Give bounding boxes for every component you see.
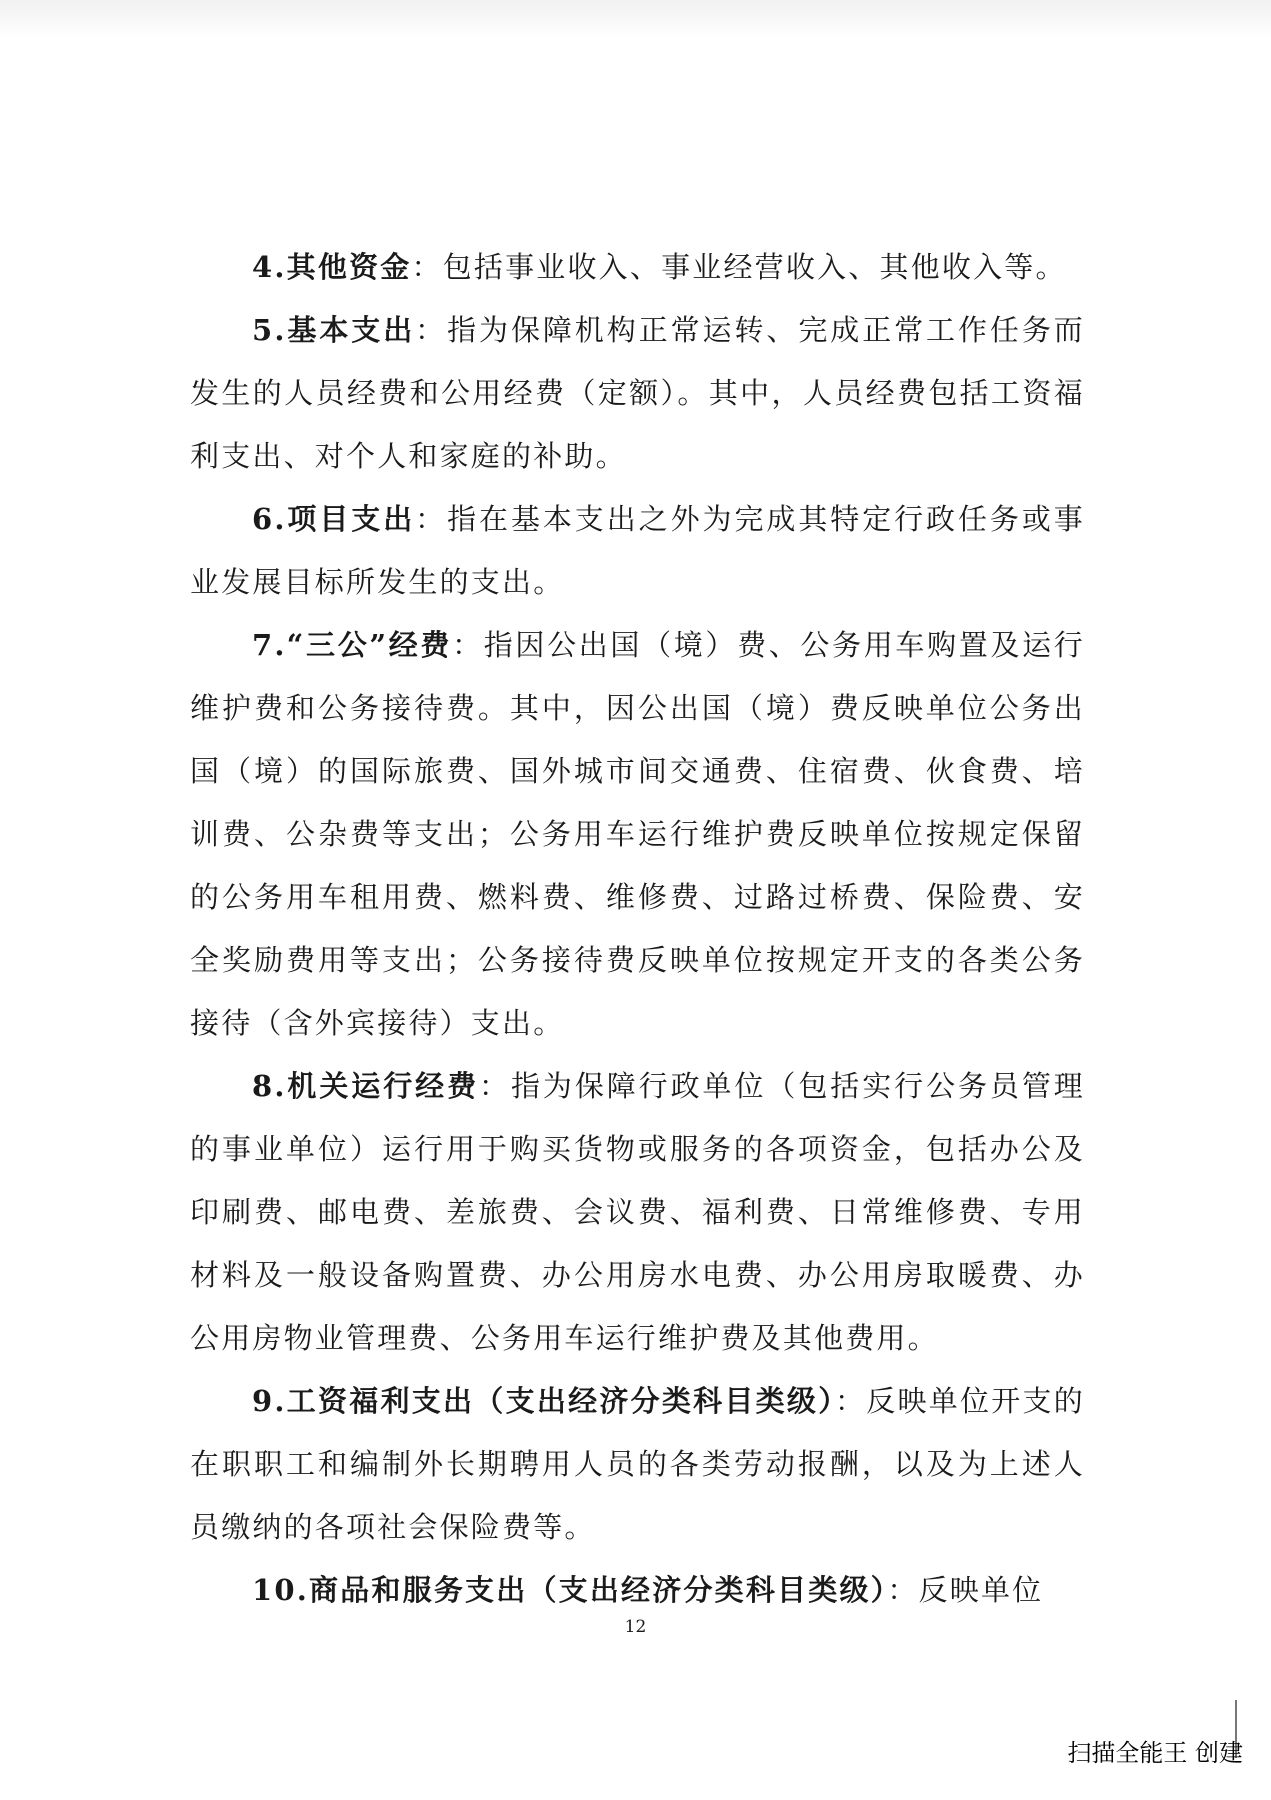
term-definition: ：反映单位开支的在职职工和编制外长期聘用人员的各类劳动报酬，以及为上述人员缴纳的各项社会保险费等。 [190,1384,1085,1544]
body-text [190,236,1085,1622]
term-definition: ：指为保障行政单位（包括实行公务员管理的事业单位）运行用于购买货物或服务的各项资金，包括办公及印刷费、邮电费、差旅费、会议费、福利费、日常维修费、专用材料及一般设备购置费、办公用房水电费、办公用房取暖费、办公用房物业管理费、公务用车运行维护费及其他费用。 [190,1069,1086,1355]
term-label: 6.项目支出 [252,502,416,536]
scanner-watermark: 扫描全能王 创建 [1067,1739,1243,1767]
paragraph-salary-welfare [190,1370,1085,1559]
paragraph-goods-services [190,1559,1085,1622]
term-label: 8.机关运行经费 [252,1069,480,1103]
paragraph-other-funds [190,236,1085,299]
paragraph-three-public-funds [190,614,1085,1055]
term-label: 10.商品和服务支出（支出经济分类科目类级） [252,1573,888,1607]
term-label: 5.基本支出 [252,313,416,347]
paragraph-operating-funds [190,1055,1085,1370]
term-label: 7.“三公”经费 [252,628,453,662]
paragraph-basic-expenditure [190,299,1085,488]
paragraph-project-expenditure [190,488,1085,614]
term-label: 9.工资福利支出（支出经济分类科目类级） [252,1384,835,1418]
term-label: 4.其他资金 [252,250,412,284]
term-definition: ：包括事业收入、事业经营收入、其他收入等。 [411,250,1067,284]
scan-shade [0,0,1271,40]
term-definition: ：指为保障机构正常运转、完成正常工作任务而发生的人员经费和公用经费（定额）。其中，人员经费包括工资福利支出、对个人和家庭的补助。 [190,313,1085,473]
term-definition: ：反映单位 [887,1573,1044,1607]
term-definition: ：指因公出国（境）费、公务用车购置及运行维护费和公务接待费。其中，因公出国（境）费反映单位公务出国（境）的国际旅费、国外城市间交通费、住宿费、伙食费、培训费、公杂费等支出；公务用车运行维护费反映单位按规定保留的公务用车租用费、燃料费、维修费、过路过桥费、保险费、安全奖励费用等支出；公务接待费反映单位按规定开支的各类公务接待（含外宾接待）支出。 [190,628,1085,1040]
page-number: 12 [624,1617,647,1637]
term-definition: ：指在基本支出之外为完成其特定行政任务或事业发展目标所发生的支出。 [190,502,1085,599]
